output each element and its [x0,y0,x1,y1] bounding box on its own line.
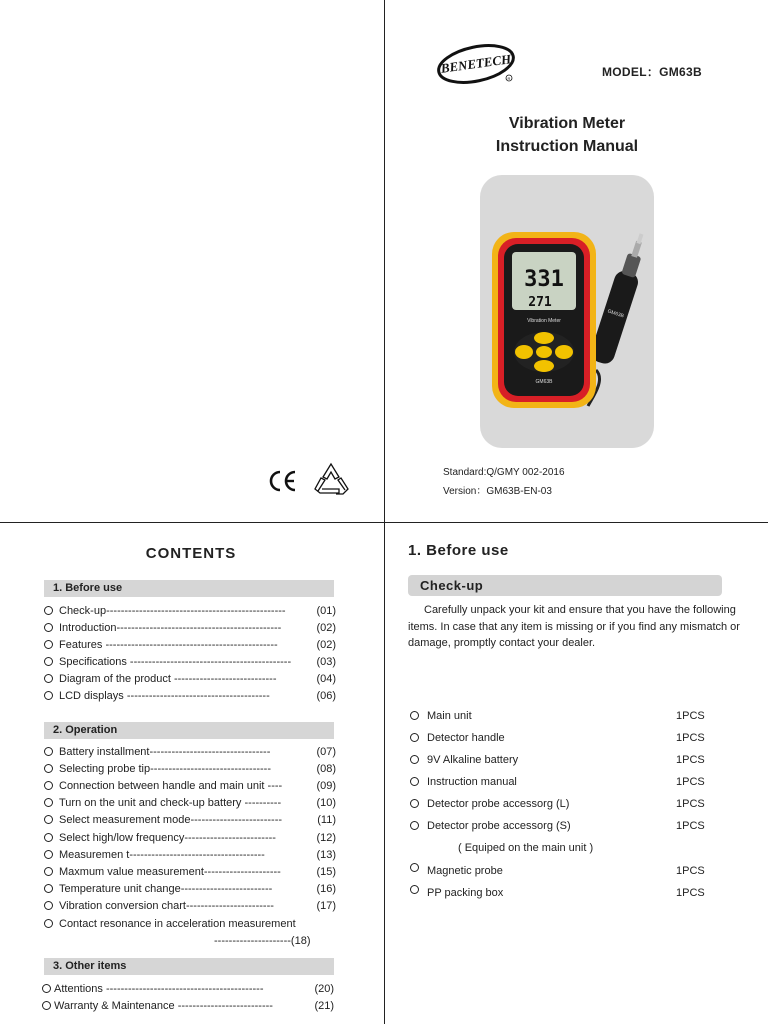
bullet-circle-icon [44,798,53,807]
bullet-circle-icon [410,885,419,894]
bullet-circle-icon [44,691,53,700]
svg-text:BENETECH: BENETECH [439,51,513,76]
checkup-heading: Check-up [408,575,722,596]
list-item: Detector handle 1PCS [410,730,710,746]
bullet-circle-icon [44,657,53,666]
manual-title-line1: Vibration Meter [508,115,626,132]
list-item: Main unit 1PCS [410,708,710,724]
bullet-circle-icon [44,674,53,683]
bullet-circle-icon [44,764,53,773]
toc-item[interactable]: Connection between handle and main unit ---- (09) [44,778,336,794]
bullet-circle-icon [44,884,53,893]
toc-item[interactable]: Diagram of the product ---------------------------- (04) [44,671,336,687]
bullet-circle-icon [42,1001,51,1010]
product-image [488,230,648,410]
page-divider-horizontal [0,522,768,523]
toc-item[interactable]: Battery installment--------------------------------- (07) [44,744,336,760]
bullet-circle-icon [44,850,53,859]
bullet-circle-icon [410,863,419,872]
list-item: Detector probe accessorg (L) 1PCS [410,796,710,812]
model-label: MODEL：GM63B [602,65,702,79]
list-item: 9V Alkaline battery 1PCS [410,752,710,768]
bullet-circle-icon [410,711,419,720]
toc-item[interactable]: Introduction--------------------------------------------- (02) [44,620,336,636]
bullet-circle-icon [410,755,419,764]
toc-item[interactable]: Temperature unit change------------------------- (16) [44,881,336,897]
toc-item-continuation: ---------------------(18) [214,935,311,947]
contents-title: CONTENTS [145,545,237,562]
contents-section-before-use: 1. Before use [44,580,334,597]
bullet-circle-icon [410,777,419,786]
bullet-circle-icon [410,799,419,808]
toc-item[interactable]: Features ----------------------------------------------- (02) [44,637,336,653]
version-text: Version：GM63B-EN-03 [443,486,552,497]
bullet-circle-icon [44,815,53,824]
bullet-circle-icon [44,747,53,756]
bullet-circle-icon [44,919,53,928]
list-item: Magnetic probe 1PCS [410,863,710,879]
benetech-logo [436,42,520,86]
toc-item[interactable]: Check-up------------------------------------------------- (01) [44,603,336,619]
bullet-circle-icon [44,781,53,790]
bullet-circle-icon [44,867,53,876]
svg-text:GM63B: GM63B [535,379,553,385]
bullet-circle-icon [44,606,53,615]
standard-text: Standard:Q/GMY 002-2016 [443,467,565,478]
toc-item[interactable]: Warranty & Maintenance -------------------------- (21) [42,998,334,1014]
list-item: Detector probe accessorg (S) 1PCS [410,818,710,834]
bullet-circle-icon [410,821,419,830]
toc-item[interactable]: LCD displays --------------------------------------- (06) [44,688,336,704]
toc-item[interactable]: Selecting probe tip--------------------------------- (08) [44,761,336,777]
contents-section-other-items: 3. Other items [44,958,334,975]
equipped-note: ( Equiped on the main unit ) [458,842,594,854]
bullet-circle-icon [410,733,419,742]
svg-text:Vibration Meter: Vibration Meter [527,318,561,324]
toc-item[interactable]: Measuremen t------------------------------------- (13) [44,847,336,863]
list-item: Instruction manual 1PCS [410,774,710,790]
toc-item[interactable]: Turn on the unit and check-up battery ---------- (10) [44,795,336,811]
lcd-reading-top: 331 [524,267,564,292]
svg-text:R: R [507,76,511,81]
bullet-circle-icon [44,640,53,649]
toc-item[interactable]: Vibration conversion chart------------------------ (17) [44,898,336,914]
toc-item[interactable]: Contact resonance in acceleration measurement [44,916,336,932]
section-title-before-use: 1. Before use [408,542,509,559]
bullet-circle-icon [44,901,53,910]
manual-title-line2: Instruction Manual [495,138,639,155]
list-item: PP packing box 1PCS [410,885,710,901]
recycle-icon [312,461,350,497]
contents-section-operation: 2. Operation [44,722,334,739]
toc-item[interactable]: Specifications -------------------------------------------- (03) [44,654,336,670]
toc-item[interactable]: Maxmum value measurement--------------------- (15) [44,864,336,880]
ce-mark-icon [266,468,298,494]
bullet-circle-icon [44,833,53,842]
checkup-paragraph: Carefully unpack your kit and ensure that you have the following items. In case that any item is missing or if you find any mismatch or damage, promptly contact your dealer. [408,604,740,649]
toc-item[interactable]: Select measurement mode------------------------- (11) [44,812,336,828]
page-divider-vertical [384,0,385,1024]
lcd-reading-bottom: 271 [528,295,552,310]
toc-item[interactable]: Select high/low frequency------------------------- (12) [44,830,336,846]
svg-text:GM63B: GM63B [606,308,625,320]
bullet-circle-icon [44,623,53,632]
toc-item[interactable]: Attentions ------------------------------------------- (20) [42,981,334,997]
bullet-circle-icon [42,984,51,993]
